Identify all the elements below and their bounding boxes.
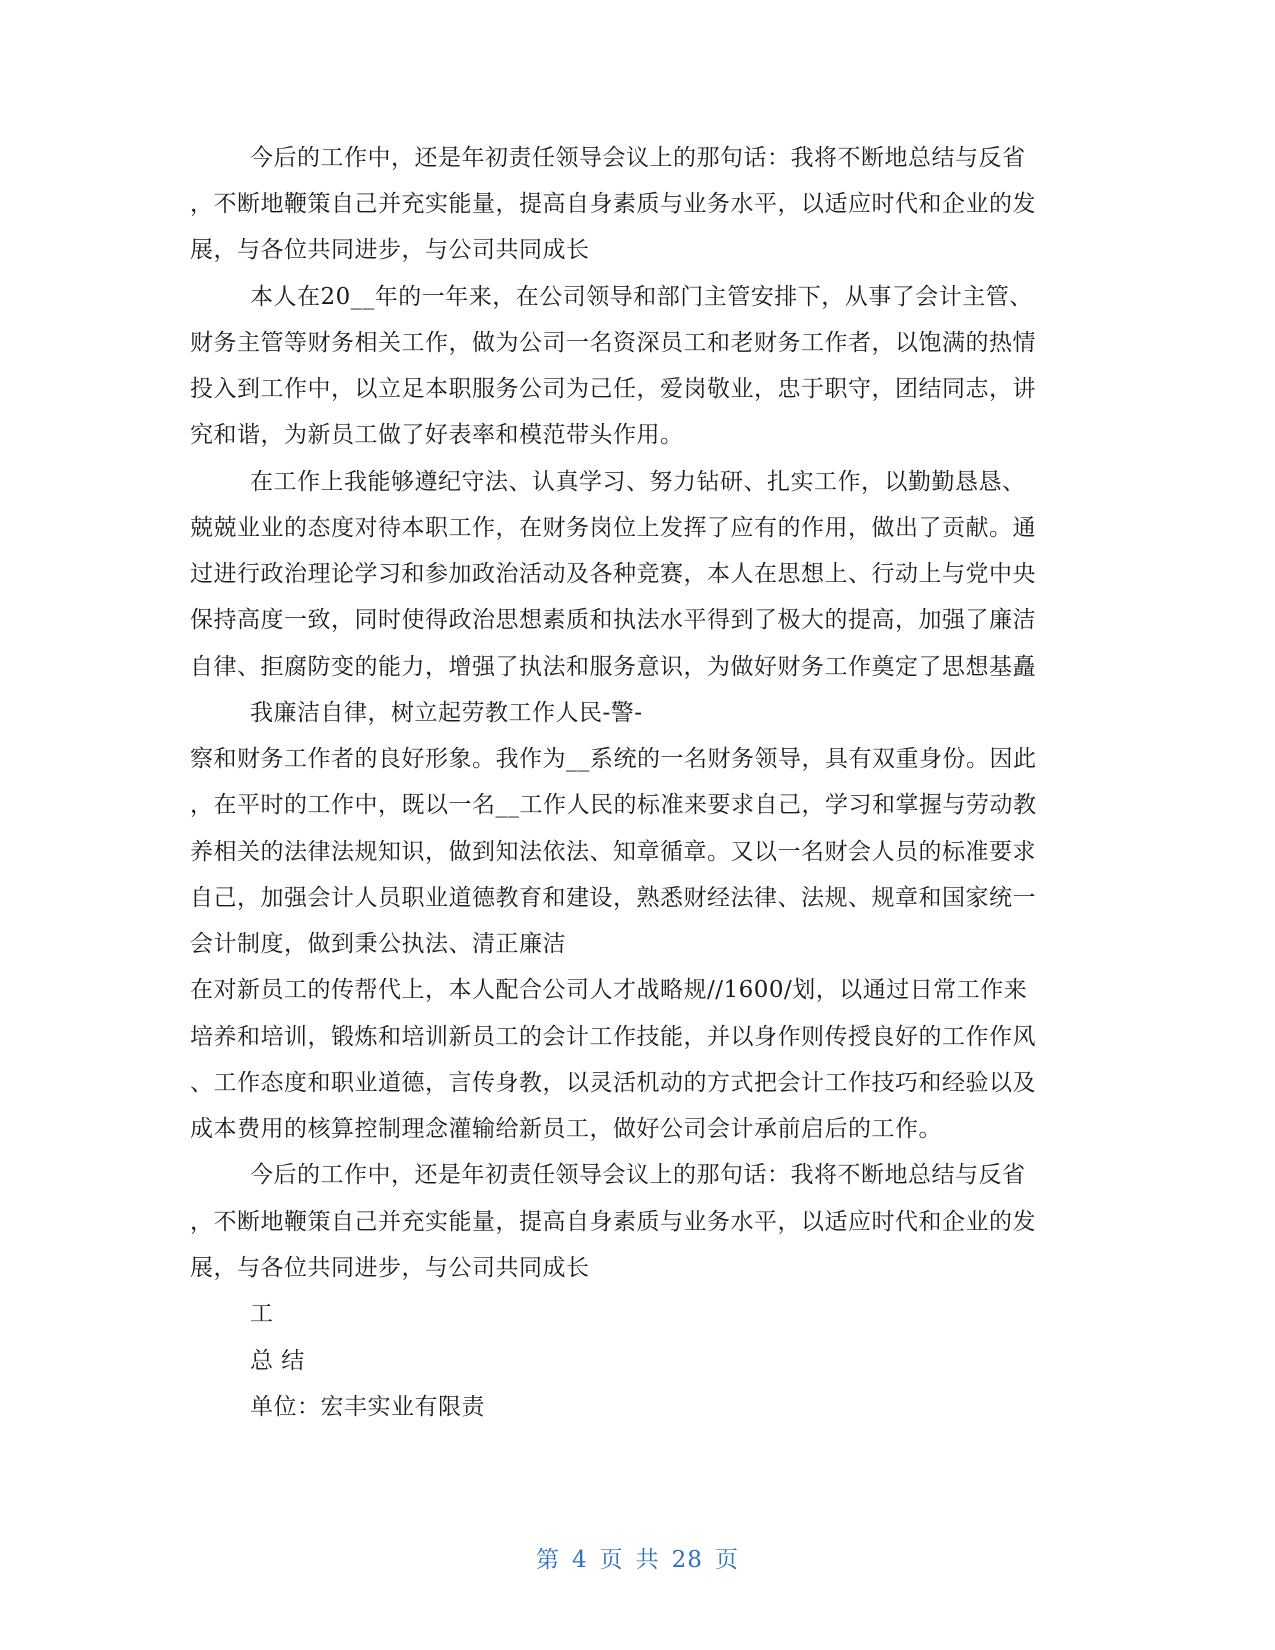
text-line: 会计制度，做到秉公执法、清正廉洁 <box>190 931 566 957</box>
text-line: 自己，加强会计人员职业道德教育和建设，熟悉财经法律、法规、规章和国家统一 <box>190 885 1036 911</box>
text-line: 究和谐，为新员工做了好表率和模范带头作用。 <box>190 422 684 448</box>
text-line: 我廉洁自律，树立起劳教工作人民-警- <box>250 700 643 726</box>
text-line: ，不断地鞭策自己并充实能量，提高自身素质与业务水平，以适应时代和企业的发 <box>190 1209 1036 1235</box>
current-page-number: 4 <box>572 1547 588 1573</box>
text-line: ，不断地鞭策自己并充实能量，提高自身素质与业务水平，以适应时代和企业的发 <box>190 191 1036 217</box>
text-line: 展，与各位共同进步，与公司共同成长 <box>190 237 590 263</box>
footer-total-word: 共 <box>635 1547 660 1573</box>
text-line: 、工作态度和职业道德，言传身教，以灵活机动的方式把会计工作技巧和经验以及 <box>190 1070 1036 1096</box>
text-line: 自律、拒腐防变的能力，增强了执法和服务意识，为做好财务工作奠定了思想基矗 <box>190 654 1036 680</box>
text-line: 培养和培训，锻炼和培训新员工的会计工作技能，并以身作则传授良好的工作作风 <box>190 1024 1036 1050</box>
text-line: 在工作上我能够遵纪守法、认真学习、努力钻研、扎实工作，以勤勤恳恳、 <box>250 469 1026 495</box>
text-line: 单位：宏丰实业有限责 <box>250 1394 485 1420</box>
text-line: 成本费用的核算控制理念灌输给新员工，做好公司会计承前启后的工作。 <box>190 1116 942 1142</box>
text-line: 过进行政治理论学习和参加政治活动及各种竞赛，本人在思想上、行动上与党中央 <box>190 561 1036 587</box>
text-line: 投入到工作中，以立足本职服务公司为己任，爱岗敬业，忠于职守，团结同志，讲 <box>190 376 1036 402</box>
text-line: 今后的工作中，还是年初责任领导会议上的那句话：我将不断地总结与反省 <box>250 1162 1026 1188</box>
text-line: 在对新员工的传帮代上，本人配合公司人才战略规//1600/划，以通过日常工作来 <box>190 977 1028 1003</box>
page-footer <box>0 1541 1275 1574</box>
text-line: 兢兢业业的态度对待本职工作，在财务岗位上发挥了应有的作用，做出了贡献。通 <box>190 515 1036 541</box>
text-line: 养相关的法律法规知识，做到知法依法、知章循章。又以一名财会人员的标准要求 <box>190 839 1036 865</box>
total-page-number: 28 <box>671 1547 703 1573</box>
text-line: 展，与各位共同进步，与公司共同成长 <box>190 1255 590 1281</box>
text-line: 财务主管等财务相关工作，做为公司一名资深员工和老财务工作者，以饱满的热情 <box>190 330 1036 356</box>
footer-suffix: 页 <box>714 1547 739 1573</box>
footer-prefix: 第 <box>536 1547 561 1573</box>
text-line: 今后的工作中，还是年初责任领导会议上的那句话：我将不断地总结与反省 <box>250 145 1026 171</box>
text-line: 总 结 <box>250 1348 305 1374</box>
text-line: 本人在20__年的一年来，在公司领导和部门主管安排下，从事了会计主管、 <box>250 284 1033 310</box>
text-line: 工 <box>250 1301 274 1327</box>
footer-page-word: 页 <box>599 1547 624 1573</box>
text-line: 保持高度一致，同时使得政治思想素质和执法水平得到了极大的提高，加强了廉洁 <box>190 607 1036 633</box>
text-line: ，在平时的工作中，既以一名__工作人民的标准来要求自己，学习和掌握与劳动教 <box>190 792 1037 818</box>
text-line: 察和财务工作者的良好形象。我作为__系统的一名财务领导，具有双重身份。因此 <box>190 746 1037 772</box>
